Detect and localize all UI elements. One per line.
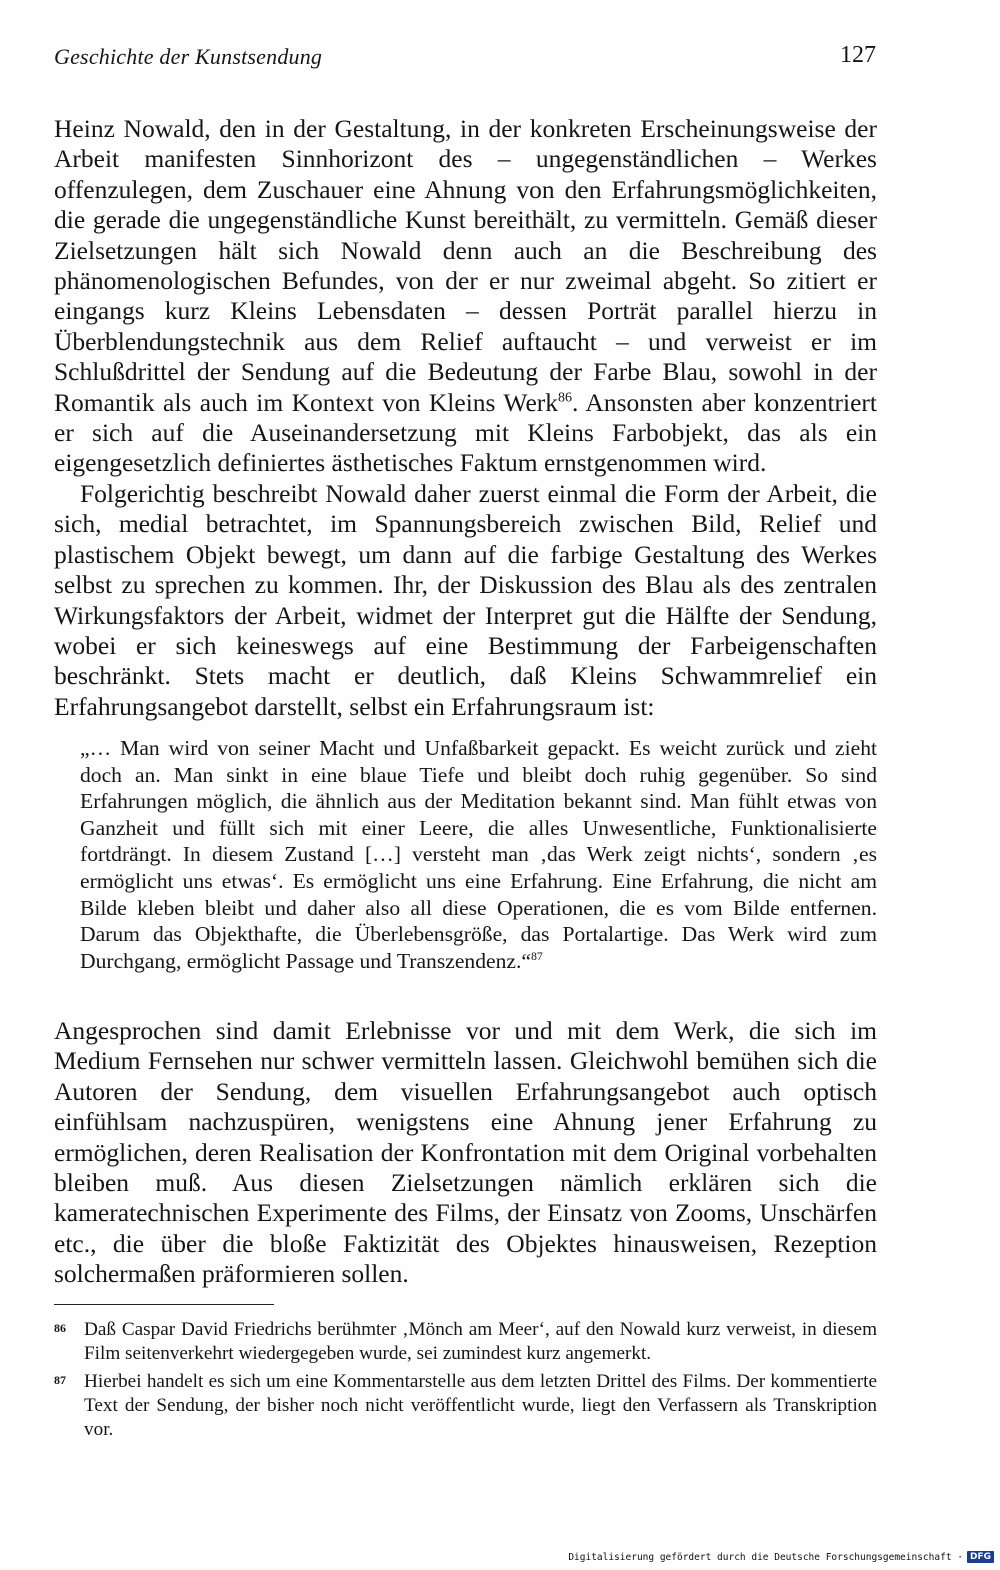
footnote-87	[54, 1370, 877, 1442]
footnote-number: 87	[54, 1373, 66, 1387]
digitization-credit	[568, 1551, 994, 1563]
paragraph-2: Folgerichtig beschreibt Nowald daher zuerst einmal die Form der Arbeit, die sich, medial betrachtet, im Spannungsbereich zwischen Bild, Relief und plastischem Objekt bewegt, um dann auf die farbige Gestaltung des Werkes selbst zu sprechen zu kommen. Ihr, der Diskussion des Blau als des zentralen Wirkungsfaktors der Arbeit, widmet der Interpret gut die Hälfte der Sendung, wobei er sich keineswegs auf eine Bestimmung der Farbeigenschaften beschränkt. Stets macht er deutlich, daß Kleins Schwammrelief ein Erfahrungsangebot darstellt, selbst ein Erfahrungsraum ist:	[54, 478, 877, 721]
paragraph-3: Angesprochen sind damit Erlebnisse vor und mit dem Werk, die sich im Medium Fernsehen nur schwer vermitteln lassen. Gleichwohl bemühen sich die Autoren der Sendung, dem visuellen Erfahrungsangebot auch optisch einfühlsam nachzuspüren, wenigstens eine Ahnung jener Erfahrung zu ermöglichen, deren Realisation der Konfrontation mit dem Original vorbehalten bleiben muß. Aus diesen Zielsetzungen nämlich erklären sich die kameratechnischen Experimente des Films, der Einsatz von Zooms, Unschärfen etc., die über die bloße Faktizität des Objektes hinausweisen, Rezeption solchermaßen präformieren sollen.	[54, 1016, 877, 1289]
credit-text: Digitalisierung gefördert durch die Deutsche Forschungsgemeinschaft ·	[568, 1551, 963, 1563]
footnote-ref-87[interactable]: 87	[530, 948, 543, 963]
dfg-logo: DFG	[967, 1551, 994, 1563]
paragraph-1: Heinz Nowald, den in der Gestaltung, in der konkreten Erscheinungsweise der Arbeit manifesten Sinnhorizont des – ungegenständlichen – Werkes offenzulegen, dem Zuschauer eine Ahnung von den Erfahrungsmöglichkeiten, die gerade die ungegenständliche Kunst bereithält, zu vermitteln. Gemäß dieser Zielsetzungen hält sich Nowald denn auch an die Beschreibung des phänomenologischen Befundes, von der er nur zweimal abgeht. So zitiert er eingangs kurz Kleins Lebensdaten – dessen Porträt parallel hierzu in Überblendungstechnik aus dem Relief auftaucht – und verweist er im Schlußdrittel der Sendung auf die Bedeutung der Farbe Blau, sowohl in der Romantik als auch im Kontext von Kleins Werk$^{86}$. Ansonsten aber konzentriert er sich auf die Auseinandersetzung mit Kleins Farbobjekt, das als ein eigengesetzlich definiertes ästhetisches Faktum ernstgenommen wird.	[54, 114, 877, 478]
footnotes	[54, 1318, 877, 1446]
running-title: Geschichte der Kunstsendung	[54, 44, 323, 69]
footnote-86	[54, 1318, 877, 1366]
footnote-number: 86	[54, 1321, 66, 1335]
block-quote: „… Man wird von seiner Macht und Unfaßbarkeit gepackt. Es weicht zurück und zieht doch an. Man sinkt in eine blaue Tiefe und bleibt doch ruhig gegenüber. So sind Erfahrungen möglich, die ähnlich aus der Meditation bekannt sind. Man fühlt etwas von Ganzheit und füllt sich mit einer Leere, die alles Unwesentliche, Funktionalisierte fortdrängt. In diesem Zustand […] versteht man ‚das Werk zeigt nichts‘, sondern ‚es ermöglicht uns etwas‘. Es ermöglicht uns eine Erfahrung. Eine Erfahrung, die nicht am Bilde kleben bleibt und daher also all diese Operationen, die es vom Bilde entfernen. Darum das Objekthafte, die Überlebensgröße, das Portalartige. Das Werk wird zum Durchgang, ermöglicht Passage und Transzendenz.“$^{87}$	[80, 736, 877, 973]
footnote-divider	[54, 1304, 274, 1305]
page-number: 127	[840, 42, 876, 68]
main-text-upper	[54, 114, 877, 722]
footnote-ref-86[interactable]: 86	[558, 390, 573, 406]
footnote-text: Daß Caspar David Friedrichs berühmter ‚Mönch am Meer‘, auf den Nowald kurz verweist, in diesem Film seitenverkehrt wiedergegeben wurde, sei zumindest kurz angemerkt.	[84, 1319, 877, 1364]
page-header	[54, 42, 876, 76]
footnote-text: Hierbei handelt es sich um eine Kommentarstelle aus dem letzten Drittel des Films. Der kommentierte Text der Sendung, der bisher noch nicht veröffentlicht wurde, liegt den Verfassern als Transkription vor.	[84, 1371, 877, 1440]
